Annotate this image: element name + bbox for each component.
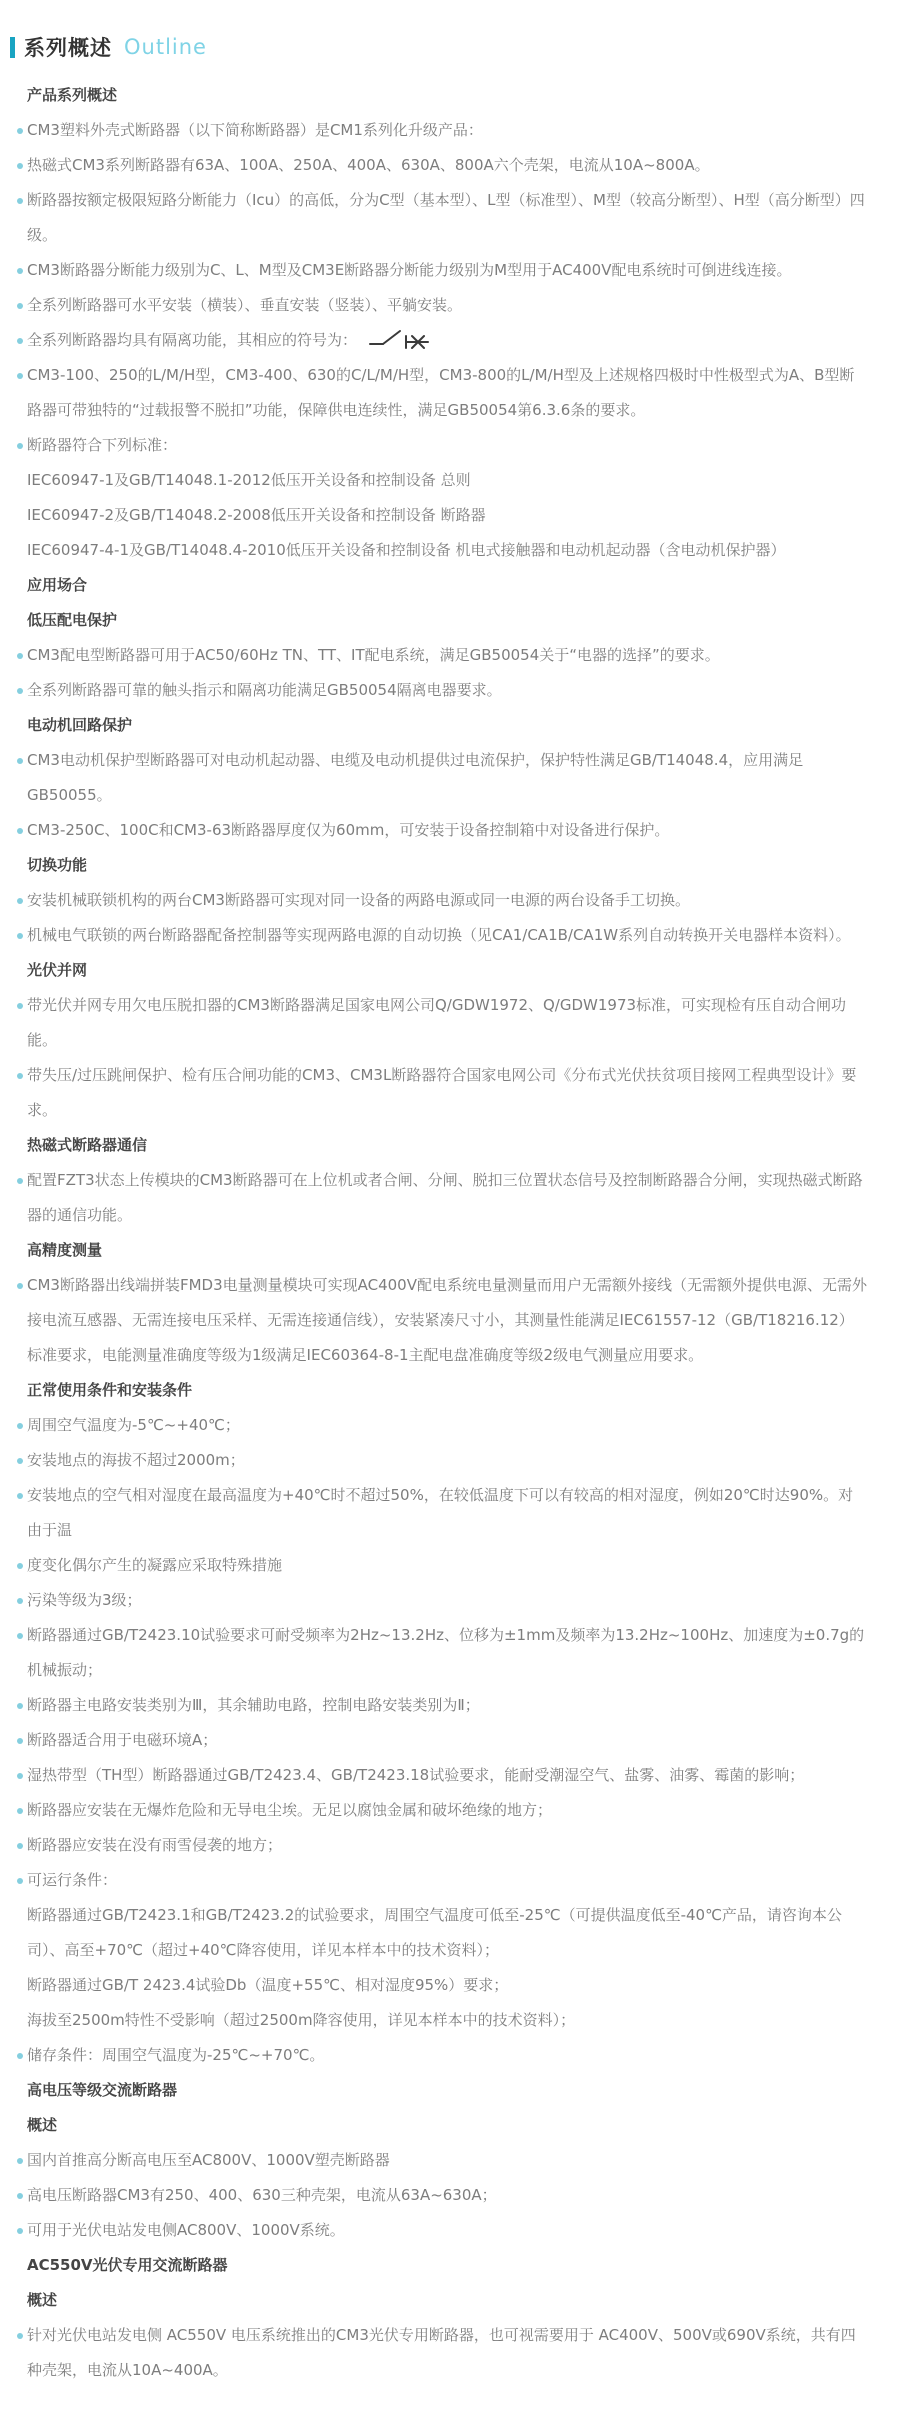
bullet-item <box>0 1583 868 1618</box>
bullet-dot-icon <box>17 128 23 134</box>
block-text: 断路器通过GB/T 2423.4试验Db（温度+55℃、相对湿度95%）要求； <box>27 1976 509 1994</box>
block-text: IEC60947-1及GB/T14048.1-2012低压开关设备和控制设备 总则 <box>27 471 471 489</box>
bullet-dot-icon <box>17 443 23 449</box>
isolation-symbol-icon <box>368 327 430 349</box>
bullet-item <box>0 2038 868 2073</box>
page-title-zh: 系列概述 <box>24 36 112 60</box>
block-text: 安装地点的空气相对湿度在最高温度为+40℃时不超过50%，在较低温度下可以有较高的相对湿度，例如20℃时达90%。对由于温 <box>27 1486 854 1539</box>
block-text: 储存条件：周围空气温度为-25℃~+70℃。 <box>27 2046 325 2064</box>
block-text: CM3-250C、100C和CM3-63断路器厚度仅为60mm，可安装于设备控制箱中对设备进行保护。 <box>27 821 670 839</box>
block-text: 针对光伏电站发电侧 AC550V 电压系统推出的CM3光伏专用断路器，也可视需要用于 AC400V、500V或690V系统，共有四种壳架，电流从10A~400A。 <box>27 2326 856 2379</box>
bullet-item <box>0 148 868 183</box>
bullet-item <box>0 288 868 323</box>
bullet-item <box>0 2318 868 2388</box>
bullet-item <box>0 183 868 253</box>
section-heading: 正常使用条件和安装条件 <box>27 1381 193 1399</box>
bullet-dot-icon <box>17 1843 23 1849</box>
bullet-dot-icon <box>17 1808 23 1814</box>
standard-line <box>0 498 868 533</box>
standard-line <box>0 2003 868 2038</box>
bullet-dot-icon <box>17 828 23 834</box>
block-text: 带失压/过压跳闸保护、检有压合闸功能的CM3、CM3L断路器符合国家电网公司《分布式光伏扶贫项目接网工程典型设计》要求。 <box>27 1066 857 1119</box>
bullet-dot-icon <box>17 163 23 169</box>
bullet-item <box>0 428 868 463</box>
bullet-dot-icon <box>17 2228 23 2234</box>
outline-content <box>0 66 900 2388</box>
bullet-item <box>0 1408 868 1443</box>
standard-line <box>0 463 868 498</box>
bullet-item <box>0 883 868 918</box>
bullet-item <box>0 1443 868 1478</box>
bullet-dot-icon <box>17 1598 23 1604</box>
block-text: IEC60947-4-1及GB/T14048.4-2010低压开关设备和控制设备 机电式接触器和电动机起动器（含电动机保护器） <box>27 541 786 559</box>
bullet-dot-icon <box>17 758 23 764</box>
bullet-dot-icon <box>17 268 23 274</box>
bullet-item <box>0 1723 868 1758</box>
bullet-dot-icon <box>17 1283 23 1289</box>
bullet-dot-icon <box>17 2053 23 2059</box>
bullet-dot-icon <box>17 2333 23 2339</box>
bullet-dot-icon <box>17 198 23 204</box>
bullet-item <box>0 323 868 358</box>
title-accent-bar <box>10 37 15 58</box>
bullet-dot-icon <box>17 2193 23 2199</box>
bullet-dot-icon <box>17 2158 23 2164</box>
section-heading: 电动机回路保护 <box>27 716 133 734</box>
block-text: 断路器通过GB/T2423.10试验要求可耐受频率为2Hz~13.2Hz、位移为±1mm及频率为13.2Hz~100Hz、加速度为±0.7g的机械振动； <box>27 1626 865 1679</box>
bullet-dot-icon <box>17 688 23 694</box>
bullet-item <box>0 743 868 813</box>
bullet-dot-icon <box>17 373 23 379</box>
bullet-item <box>0 1758 868 1793</box>
bullet-dot-icon <box>17 1878 23 1884</box>
page-title-en: Outline <box>124 35 207 59</box>
page-title <box>0 0 900 66</box>
bullet-item <box>0 1478 868 1548</box>
bullet-item <box>0 358 868 428</box>
block-text: CM3断路器分断能力级别为C、L、M型及CM3E断路器分断能力级别为M型用于AC400V配电系统时可倒进线连接。 <box>27 261 792 279</box>
block-text: 配置FZT3状态上传模块的CM3断路器可在上位机或者合闸、分闸、脱扣三位置状态信号及控制断路器合分闸，实现热磁式断路器的通信功能。 <box>27 1171 863 1224</box>
section-heading: 应用场合 <box>27 576 88 594</box>
block-text: 断路器主电路安装类别为Ⅲ，其余辅助电路，控制电路安装类别为Ⅱ； <box>27 1696 480 1714</box>
block-text: 周围空气温度为-5℃~+40℃； <box>27 1416 240 1434</box>
bullet-item <box>0 1688 868 1723</box>
bullet-dot-icon <box>17 933 23 939</box>
bullet-item <box>0 1618 868 1688</box>
bullet-item <box>0 1058 868 1128</box>
block-text: 带光伏并网专用欠电压脱扣器的CM3断路器满足国家电网公司Q/GDW1972、Q/GDW1973标准，可实现检有压自动合闸功能。 <box>27 996 847 1049</box>
section-heading: 概述 <box>27 2116 58 2134</box>
block-text: CM3-100、250的L/M/H型，CM3-400、630的C/L/M/H型，CM3-800的L/M/H型及上述规格四极时中性极型式为A、B型断路器可带独特的“过载报警不脱扣”功能，保障供电连续性，满足GB50054第6.3.6条的要求。 <box>27 366 855 419</box>
block-text: CM3电动机保护型断路器可对电动机起动器、电缆及电动机提供过电流保护，保护特性满足GB/T14048.4，应用满足GB50055。 <box>27 751 804 804</box>
bullet-item <box>0 1268 868 1373</box>
block-text: 安装机械联锁机构的两台CM3断路器可实现对同一设备的两路电源或同一电源的两台设备手工切换。 <box>27 891 690 909</box>
section-heading: 产品系列概述 <box>27 86 118 104</box>
bullet-item <box>0 1548 868 1583</box>
bullet-item <box>0 638 868 673</box>
block-text: 全系列断路器均具有隔离功能，其相应的符号为： <box>27 331 358 349</box>
block-text: CM3塑料外壳式断路器（以下简称断路器）是CM1系列化升级产品： <box>27 121 483 139</box>
bullet-dot-icon <box>17 303 23 309</box>
bullet-dot-icon <box>17 653 23 659</box>
block-text: IEC60947-2及GB/T14048.2-2008低压开关设备和控制设备 断路器 <box>27 506 486 524</box>
block-text: CM3配电型断路器可用于AC50/60Hz TN、TT、IT配电系统，满足GB50054关于“电器的选择”的要求。 <box>27 646 720 664</box>
bullet-dot-icon <box>17 1493 23 1499</box>
block-text: 全系列断路器可靠的触头指示和隔离功能满足GB50054隔离电器要求。 <box>27 681 502 699</box>
block-text: 断路器按额定极限短路分断能力（Icu）的高低，分为C型（基本型）、L型（标准型）、M型（较高分断型）、H型（高分断型）四级。 <box>27 191 865 244</box>
block-text: 断路器应安装在无爆炸危险和无导电尘埃。无足以腐蚀金属和破坏绝缘的地方； <box>27 1801 553 1819</box>
bullet-item <box>0 253 868 288</box>
section-heading: 高精度测量 <box>27 1241 103 1259</box>
block-text: 高电压断路器CM3有250、400、630三种壳架，电流从63A~630A； <box>27 2186 497 2204</box>
bullet-item <box>0 1828 868 1863</box>
block-text: 机械电气联锁的两台断路器配备控制器等实现两路电源的自动切换（见CA1/CA1B/CA1W系列自动转换开关电器样本资料）。 <box>27 926 851 944</box>
block-text: 安装地点的海拔不超过2000m； <box>27 1451 245 1469</box>
block-text: 度变化偶尔产生的凝露应采取特殊措施 <box>27 1556 283 1574</box>
block-text: 国内首推高分断高电压至AC800V、1000V塑壳断路器 <box>27 2151 390 2169</box>
block-text: 断路器通过GB/T2423.1和GB/T2423.2的试验要求，周围空气温度可低至-25℃（可提供温度低至-40℃产品，请咨询本公司）、高至+70℃（超过+40℃降容使用，详见本样本中的技术资料）； <box>27 1906 842 1959</box>
section-heading: 切换功能 <box>27 856 88 874</box>
bullet-item <box>0 113 868 148</box>
block-text: 可运行条件： <box>27 1871 118 1889</box>
bullet-dot-icon <box>17 1003 23 1009</box>
bullet-dot-icon <box>17 1773 23 1779</box>
block-text: 海拔至2500m特性不受影响（超过2500m降容使用，详见本样本中的技术资料）； <box>27 2011 576 2029</box>
standard-line <box>0 1968 868 2003</box>
bullet-item <box>0 2213 868 2248</box>
section-heading: 低压配电保护 <box>27 611 118 629</box>
bullet-item <box>0 918 868 953</box>
bullet-item <box>0 1163 868 1233</box>
bullet-dot-icon <box>17 1423 23 1429</box>
bullet-item <box>0 673 868 708</box>
bullet-item <box>0 1793 868 1828</box>
bullet-dot-icon <box>17 1703 23 1709</box>
bullet-dot-icon <box>17 1563 23 1569</box>
bullet-dot-icon <box>17 1178 23 1184</box>
section-heading: 热磁式断路器通信 <box>27 1136 148 1154</box>
section-heading: AC550V光伏专用交流断路器 <box>27 2256 228 2274</box>
section-heading: 光伏并网 <box>27 961 88 979</box>
block-text: CM3断路器出线端拼装FMD3电量测量模块可实现AC400V配电系统电量测量而用户无需额外接线（无需额外提供电源、无需外接电流互感器、无需连接电压采样、无需连接通信线），安装紧凑尺寸小，其测量性能满足IEC61557-12（GB/T18216.12）标准要求，电能测量准确度等级为1级满足IEC60364-8-1主配电盘准确度等级2级电气测量应用要求。 <box>27 1276 867 1364</box>
block-text: 湿热带型（TH型）断路器通过GB/T2423.4、GB/T2423.18试验要求，能耐受潮湿空气、盐雾、油雾、霉菌的影响； <box>27 1766 805 1784</box>
bullet-dot-icon <box>17 1633 23 1639</box>
block-text: 断路器符合下列标准： <box>27 436 178 454</box>
standard-line <box>0 533 868 568</box>
bullet-dot-icon <box>17 338 23 344</box>
bullet-item <box>0 813 868 848</box>
block-text: 断路器应安装在没有雨雪侵袭的地方； <box>27 1836 283 1854</box>
block-text: 污染等级为3级； <box>27 1591 142 1609</box>
block-text: 全系列断路器可水平安装（横装）、垂直安装（竖装）、平躺安装。 <box>27 296 463 314</box>
bullet-dot-icon <box>17 1458 23 1464</box>
bullet-item <box>0 1863 868 1898</box>
bullet-dot-icon <box>17 1738 23 1744</box>
bullet-item <box>0 988 868 1058</box>
bullet-item <box>0 2143 868 2178</box>
section-heading: 概述 <box>27 2291 58 2309</box>
bullet-dot-icon <box>17 1073 23 1079</box>
bullet-item <box>0 2178 868 2213</box>
block-text: 可用于光伏电站发电侧AC800V、1000V系统。 <box>27 2221 345 2239</box>
block-text: 热磁式CM3系列断路器有63A、100A、250A、400A、630A、800A六个壳架，电流从10A~800A。 <box>27 156 710 174</box>
bullet-dot-icon <box>17 898 23 904</box>
block-text: 断路器适合用于电磁环境A； <box>27 1731 218 1749</box>
standard-line <box>0 1898 868 1968</box>
section-heading: 高电压等级交流断路器 <box>27 2081 178 2099</box>
